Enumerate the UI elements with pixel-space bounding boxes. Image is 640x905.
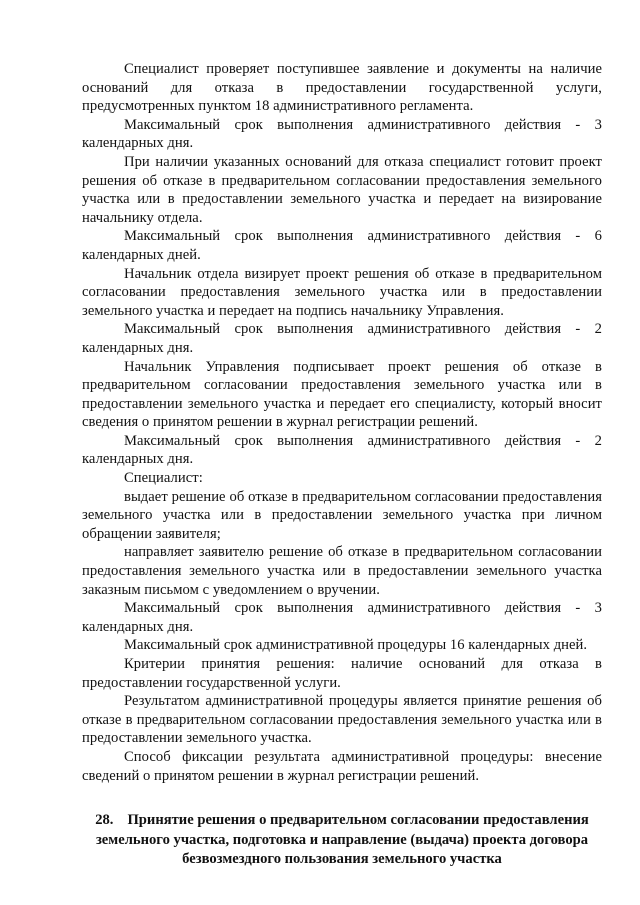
paragraph-result-recording: Способ фиксации результата административной процедуры: внесение сведений о принятом решении в журнал регистрации решений. bbox=[82, 748, 602, 784]
paragraph-issue-decision: выдает решение об отказе в предварительном согласовании предоставления земельного участка или в предоставлении земельного участка при личном обращении заявителя; bbox=[82, 488, 602, 542]
paragraph-send-decision: направляет заявителю решение об отказе в предварительном согласовании предоставления земельного участка или в предоставлении земельного участка заказным письмом с уведомлением о вручении. bbox=[82, 544, 602, 598]
paragraph-check-documents: Специалист проверяет поступившее заявление и документы на наличие оснований для отказа в предоставлении государственной услуги, предусмотренных пунктом 18 административного регламента. bbox=[82, 61, 602, 115]
section-number: 28. bbox=[95, 812, 114, 829]
section-heading bbox=[82, 811, 602, 870]
paragraph-procedure-result: Результатом административной процедуры является принятие решения об отказе в предварительном согласовании предоставления земельного участка или в предоставлении земельного участка. bbox=[82, 693, 602, 747]
paragraph-directorate-head-signature: Начальник Управления подписывает проект решения об отказе в предварительном согласовании предоставления земельного участка или в предоставлении земельного участка и передает его специалисту, который вносит сведения о принятом решении в журнал регистрации решений. bbox=[82, 358, 602, 431]
paragraph-procedure-deadline: Максимальный срок административной процедуры 16 календарных дней. bbox=[124, 637, 588, 654]
paragraph-deadline-3-days: Максимальный срок выполнения административного действия - 3 календарных дня. bbox=[82, 116, 602, 152]
paragraph-deadline-2-days: Максимальный срок выполнения административного действия - 2 календарных дня. bbox=[82, 321, 602, 356]
paragraph-prepare-refusal: При наличии указанных оснований для отказа специалист готовит проект решения об отказе в предварительном согласовании предоставления земельного участка или в предоставлении земельного участка и передает на визирование начальнику отдела. bbox=[82, 153, 602, 226]
section-title: Принятие решения о предварительном согласовании предоставления земельного участка, подготовка и направление (выдача) проекта договора безвозмездного пользования земельного участка bbox=[95, 812, 589, 868]
paragraph-deadline-6-days: Максимальный срок выполнения административного действия - 6 календарных дней. bbox=[82, 228, 602, 263]
paragraph-specialist: Специалист: bbox=[124, 470, 203, 487]
paragraph-deadline-3-days-second: Максимальный срок выполнения административного действия - 3 календарных дня. bbox=[82, 600, 602, 635]
paragraph-department-head-approval: Начальник отдела визирует проект решения об отказе в предварительном согласовании предоставления земельного участка или в предоставлении земельного участка и передает на подпись начальнику Управления. bbox=[82, 265, 602, 319]
document-page bbox=[82, 60, 602, 870]
paragraph-deadline-2-days-second: Максимальный срок выполнения административного действия - 2 календарных дня. bbox=[82, 432, 602, 468]
paragraph-decision-criteria: Критерии принятия решения: наличие оснований для отказа в предоставлении государственной услуги. bbox=[82, 656, 602, 691]
